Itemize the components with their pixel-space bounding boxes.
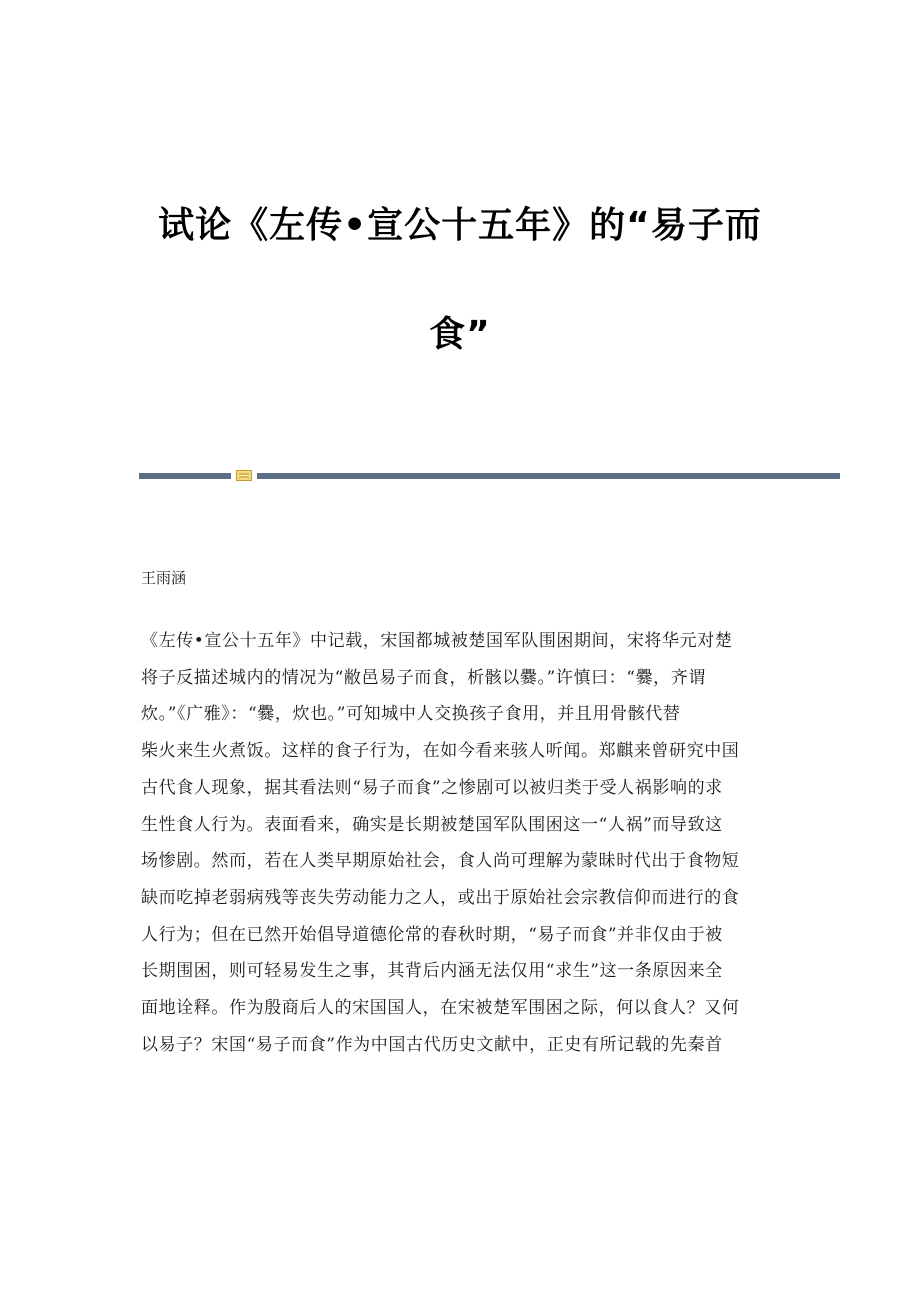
body-line: 面地诠释。作为殷商后人的宋国国人，在宋被楚军围困之际，何以食人？又何	[141, 998, 740, 1019]
body-line: 缺而吃掉老弱病残等丧失劳动能力之人，或出于原始社会宗教信仰而进行的食	[141, 887, 740, 908]
body-line: 炊。”《广雅》：“爨，炊也。”可知城中人交换孩子食用，并且用骨骸代替	[141, 704, 681, 725]
body-line: 古代食人现象，据其看法则“易子而食”之惨剧可以被归类于受人祸影响的求	[141, 777, 723, 798]
body-line: 柴火来生火煮饭。这样的食子行为，在如今看来骇人听闻。郑麒来曾研究中国	[141, 741, 740, 762]
title-line-1: 试论《左传•宣公十五年》的“易子而	[158, 205, 762, 246]
body-line: 将子反描述城内的情况为“敝邑易子而食，析骸以爨。”许慎曰：“爨，齐谓	[141, 667, 706, 688]
body-line: 生性食人行为。表面看来，确实是长期被楚国军队围困这一“人祸”而导致这	[141, 814, 723, 835]
body-line: 人行为；但在已然开始倡导道德伦常的春秋时期，“易子而食”并非仅由于被	[141, 924, 723, 945]
divider-bar-right	[257, 473, 840, 479]
body-line: 场惨剧。然而，若在人类早期原始社会，食人尚可理解为蒙昧时代出于食物短	[141, 851, 740, 872]
body-paragraph	[141, 623, 781, 1063]
divider-bar-left	[139, 473, 231, 479]
body-line: 长期围困，则可轻易发生之事，其背后内涵无法仅用“求生”这一条原因来全	[141, 961, 723, 982]
body-line: 《左传•宣公十五年》中记载，宋国都城被楚国军队围困期间，宋将华元对楚	[141, 631, 733, 651]
body-line: 以易子？宋国“易子而食”作为中国古代历史文献中，正史有所记载的先秦首	[141, 1034, 723, 1055]
author-name: 王雨涵	[141, 569, 187, 587]
title-divider	[139, 470, 840, 480]
divider-ornament-icon	[236, 470, 252, 481]
page-title	[110, 196, 810, 365]
title-line-2: 食”	[429, 314, 491, 355]
